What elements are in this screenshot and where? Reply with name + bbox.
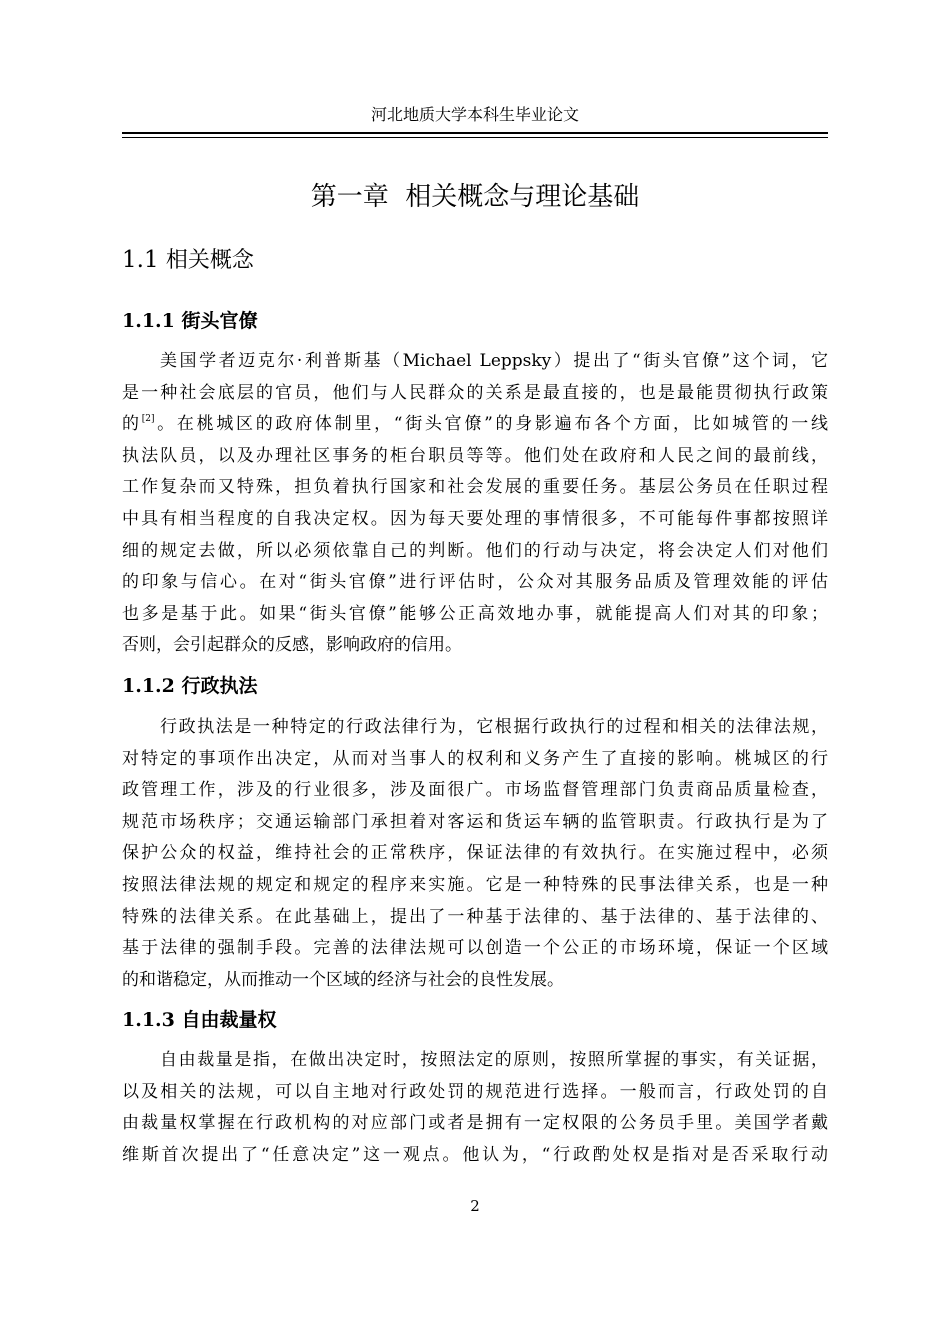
chapter-title: 第一章 相关概念与理论基础 <box>310 182 640 212</box>
text-line: 的和谐稳定，从而推动一个区域的经济与社会的良性发展。 <box>122 969 564 990</box>
text-line: 政管理工作，涉及的行业很多，涉及面很广。市场监督管理部门负责商品质量检查， <box>122 780 828 801</box>
subsection-heading <box>122 670 258 702</box>
text-line: 保护公众的权益，维持社会的正常秩序，保证法律的有效执行。在实施过程中，必须 <box>122 843 828 864</box>
text-line: 特殊的法律关系。在此基础上，提出了一种基于法律的、基于法律的、基于法律的、 <box>122 906 828 927</box>
text-line: 是一种社会底层的官员，他们与人民群众的关系是最直接的，也是最能贯彻执行政策 <box>122 382 828 403</box>
text-line: 维斯首次提出了“任意决定”这一观点。他认为，“行政酌处权是指对是否采取行动 <box>122 1144 828 1165</box>
section-title: 相关概念 <box>165 248 254 273</box>
text-run: 的 <box>122 414 142 435</box>
text-line: 中具有相当程度的自我决定权。因为每天要处理的事情很多，不可能每件事都按照详 <box>122 508 828 529</box>
text-line: 自由裁量是指，在做出决定时，按照法定的原则，按照所掌握的事实，有关证据， <box>160 1050 828 1070</box>
subsection-number: 1.1.1 <box>122 310 175 332</box>
subsection-heading <box>122 305 258 337</box>
text-line: 基于法律的强制手段。完善的法律法规可以创造一个公正的市场环境，保证一个区域 <box>122 938 828 959</box>
subsection-number: 1.1.3 <box>122 1009 175 1031</box>
text-line: 细的规定去做，所以必须依靠自己的判断。他们的行动与决定，将会决定人们对他们 <box>122 540 828 561</box>
text-line: 美国学者迈克尔·利普斯基（Michael Leppsky）提出了“街头官僚”这个词，它 <box>160 351 828 371</box>
paragraph <box>122 1045 828 1171</box>
text-line: 也多是基于此。如果“街头官僚”能够公正高效地办事，就能提高人们对其的印象； <box>122 603 828 624</box>
page-number: 2 <box>470 1197 480 1215</box>
header-rule-thin <box>122 137 828 138</box>
subsection-title: 自由裁量权 <box>181 1009 277 1031</box>
subsection-title: 行政执法 <box>181 675 258 697</box>
text-line <box>122 409 828 441</box>
text-line: 由裁量权掌握在行政机构的对应部门或者是拥有一定权限的公务员手里。美国学者戴 <box>122 1113 828 1134</box>
subsection-number: 1.1.2 <box>122 675 175 697</box>
paragraph <box>122 346 828 662</box>
text-line: 执法队员，以及办理社区事务的柜台职员等等。他们处在政府和人民之间的最前线， <box>122 445 828 466</box>
paragraph <box>122 712 828 996</box>
text-line: 否则，会引起群众的反感，影响政府的信用。 <box>122 635 462 656</box>
section-heading <box>122 242 254 279</box>
section-number: 1.1 <box>122 247 159 273</box>
text-line: 对特定的事项作出决定，从而对当事人的权利和义务产生了直接的影响。桃城区的行 <box>122 748 828 769</box>
text-line: 行政执法是一种特定的行政法律行为，它根据行政执行的过程和相关的法律法规， <box>160 717 828 737</box>
text-run: 。在桃城区的政府体制里，“街头官僚”的身影遍布各个方面，比如城管的一线 <box>154 414 828 435</box>
subsection-heading <box>122 1004 277 1036</box>
text-line: 规范市场秩序；交通运输部门承担着对客运和货运车辆的监管职责。行政执行是为了 <box>122 811 828 832</box>
running-header: 河北地质大学本科生毕业论文 <box>370 105 579 124</box>
header-rule-thick <box>122 132 828 134</box>
text-line: 按照法律法规的规定和规定的程序来实施。它是一种特殊的民事法律关系，也是一种 <box>122 874 828 895</box>
text-line: 的印象与信心。在对“街头官僚”进行评估时，公众对其服务品质及管理效能的评估 <box>122 572 828 593</box>
subsection-title: 街头官僚 <box>181 310 258 332</box>
text-line: 以及相关的法规，可以自主地对行政处罚的规范进行选择。一般而言，行政处罚的自 <box>122 1081 828 1102</box>
citation-marker: [2] <box>141 414 155 425</box>
text-line: 工作复杂而又特殊，担负着执行国家和社会发展的重要任务。基层公务员在任职过程 <box>122 477 828 498</box>
